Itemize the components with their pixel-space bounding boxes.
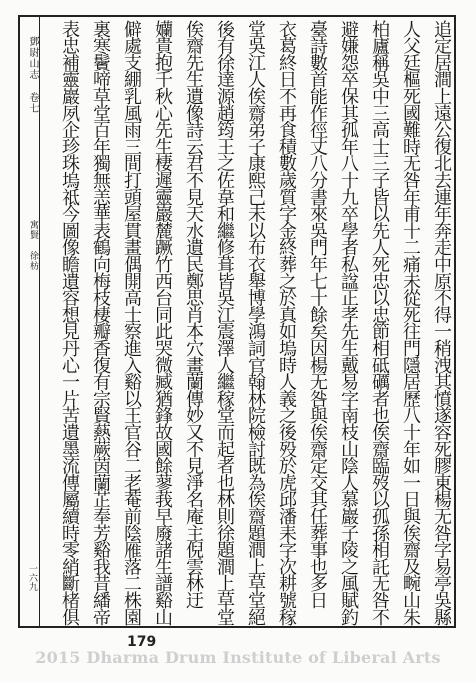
text-line: 人父廷樞死國難時无咎年甫十二痛未從死往門隱居歷八十年如一日與俟齋及畹山朱 [400,20,421,625]
text-line: 表忠補靈巖夙企珍珠塢祗今圖像瞻遺容想見丹心一片苦遺墨流傳屬續時零綃斷楮俱 [59,20,80,625]
folio-number: 一六九 [27,564,37,591]
text-line: 堂吳江人俟齋弟子康熙己未以布衣舉博學鴻詞官翰林院檢討既為俟齋題澗上草堂絕 [245,20,266,625]
watermark: 2015 Dharma Drum Institute of Liberal Arts [35,648,441,667]
text-line: 柏廬稱吳中三高士三子皆以先人死忠以忠節相砥礪者也俟齋臨歿以孤孫相託无咎不 [369,20,390,625]
book-title: 鄧尉山志 卷七 [27,36,38,114]
text-line: 孏貴抱千秋心先生棲遲靈巖麓蹶竹西台同此哭微臧猶鋒故國餘蓼莪早廢諸生譜谿山 [152,20,173,625]
text-line: 後有徐達源趙筠王之佐韋和繼修葺皆吳江震澤人繼稼堂而起者也林則徐題澗上草堂 [214,20,235,625]
text-line: 避嫌怨卒保其孤年八十九卒學者私諡正孝先生戴易字南枝山陰人慕巖子陵之風賦釣 [338,20,359,625]
text-line: 僻處支綳乳風雨三間打頭屋貫畫偶開高士察進入谿以王官谷二老菴前陰雁落二株園 [121,20,142,625]
text-line: 俟齋先生遺像詩云君不見天水遺民鄭思肖本穴畫蘭傳妙又不見淨名庵主倪雲林迂 [183,20,204,609]
text-line: 追定居澗上遠公復北去連年奔走中原不得一稍洩其憤遂容死膠東楊无咎字易亭吳縣 [431,20,452,625]
page-number: 179 [127,634,157,650]
text-line: 衣葛終日不再食積數歲質字金終葬之於真如塢時人義之後殁於虎邱潘耒字次耕號稼 [276,20,297,625]
text-line: 裏寒鬢啼草堂百年獨無恙華表鶴向梅枝棲瓣香復有宗賢爇蕨茵蘭芷奉芳谿我昔繙帝 [90,20,111,625]
main-text [42,20,452,625]
text-line: 臺詩數首能作徑丈八分書來吳門年七十餘矣因楊无咎與俟齋定交其任葬事也多日 [307,20,328,609]
section-label: 寓賢 徐枋 [28,220,38,271]
